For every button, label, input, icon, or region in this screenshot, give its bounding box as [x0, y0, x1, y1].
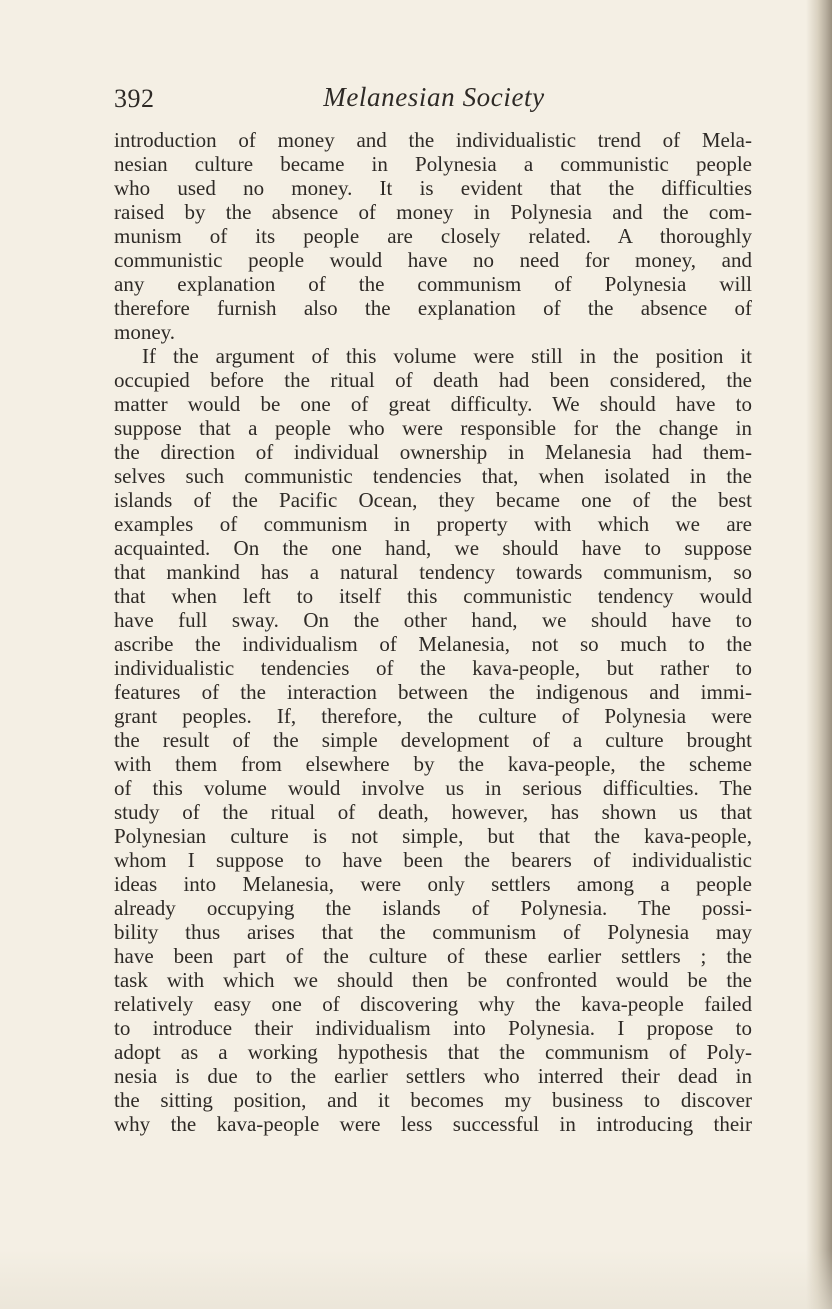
- text-line: grant peoples. If, therefore, the culture of Polynesia were: [114, 704, 752, 728]
- text-line: therefore furnish also the explanation of the absence of: [114, 296, 752, 320]
- text-line: suppose that a people who were responsible for the change in: [114, 416, 752, 440]
- page-number: 392: [114, 84, 155, 113]
- text-line: munism of its people are closely related. A thoroughly: [114, 224, 752, 248]
- text-line: islands of the Pacific Ocean, they became one of the best: [114, 488, 752, 512]
- text-line: occupied before the ritual of death had been considered, the: [114, 368, 752, 392]
- body-text: [114, 128, 752, 1136]
- text-line: whom I suppose to have been the bearers of individualistic: [114, 848, 752, 872]
- text-line: to introduce their individualism into Polynesia. I propose to: [114, 1016, 752, 1040]
- page-bottom-shade: [0, 1249, 832, 1309]
- text-line: nesian culture became in Polynesia a communistic people: [114, 152, 752, 176]
- text-line: that when left to itself this communistic tendency would: [114, 584, 752, 608]
- text-line: the direction of individual ownership in Melanesia had them-: [114, 440, 752, 464]
- text-line: the result of the simple development of a culture brought: [114, 728, 752, 752]
- text-line: task with which we should then be confronted would be the: [114, 968, 752, 992]
- text-line: nesia is due to the earlier settlers who interred their dead in: [114, 1064, 752, 1088]
- text-line: ascribe the individualism of Melanesia, not so much to the: [114, 632, 752, 656]
- text-line: communistic people would have no need for money, and: [114, 248, 752, 272]
- text-line: money.: [114, 320, 176, 344]
- running-title: Melanesian Society: [323, 82, 545, 112]
- text-line: have been part of the culture of these earlier settlers ; the: [114, 944, 752, 968]
- text-line: adopt as a working hypothesis that the communism of Poly-: [114, 1040, 752, 1064]
- text-line: matter would be one of great difficulty. We should have to: [114, 392, 752, 416]
- text-line: bility thus arises that the communism of Polynesia may: [114, 920, 752, 944]
- text-line: the sitting position, and it becomes my business to discover: [114, 1088, 752, 1112]
- text-line: have full sway. On the other hand, we should have to: [114, 608, 752, 632]
- text-line: who used no money. It is evident that the difficulties: [114, 176, 752, 200]
- text-line: that mankind has a natural tendency towards communism, so: [114, 560, 752, 584]
- text-line: features of the interaction between the indigenous and immi-: [114, 680, 752, 704]
- text-line: examples of communism in property with which we are: [114, 512, 752, 536]
- text-line: any explanation of the communism of Polynesia will: [114, 272, 752, 296]
- text-line: why the kava-people were less successful in introducing their: [114, 1112, 752, 1136]
- text-line: If the argument of this volume were still in the position it: [142, 344, 752, 368]
- text-line: Polynesian culture is not simple, but that the kava-people,: [114, 824, 752, 848]
- text-line: raised by the absence of money in Polynesia and the com-: [114, 200, 752, 224]
- text-line: study of the ritual of death, however, has shown us that: [114, 800, 752, 824]
- text-line: individualistic tendencies of the kava-people, but rather to: [114, 656, 752, 680]
- text-line: selves such communistic tendencies that, when isolated in the: [114, 464, 752, 488]
- page-edge-shadow: [806, 0, 832, 1309]
- paragraph-1: [114, 128, 752, 344]
- text-line: relatively easy one of discovering why the kava-people failed: [114, 992, 752, 1016]
- text-line: acquainted. On the one hand, we should have to suppose: [114, 536, 752, 560]
- paragraph-2: [114, 344, 752, 1136]
- text-line: already occupying the islands of Polynesia. The possi-: [114, 896, 752, 920]
- text-line: ideas into Melanesia, were only settlers among a people: [114, 872, 752, 896]
- text-line: introduction of money and the individualistic trend of Mela-: [114, 128, 752, 152]
- text-line: of this volume would involve us in serious difficulties. The: [114, 776, 752, 800]
- text-line: with them from elsewhere by the kava-people, the scheme: [114, 752, 752, 776]
- page-header: [114, 80, 754, 120]
